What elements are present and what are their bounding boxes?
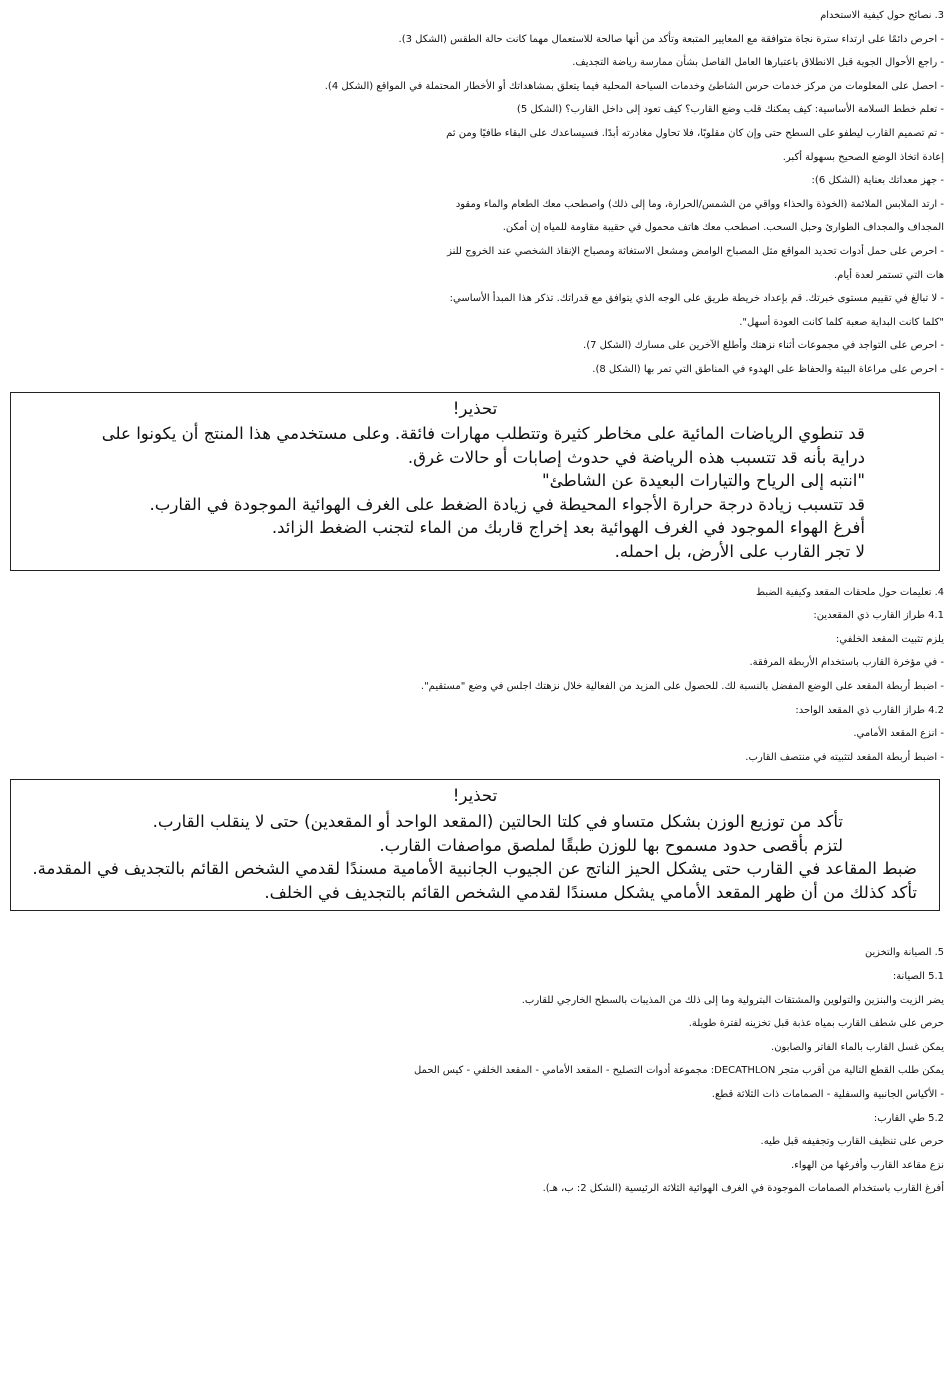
paragraph-line: - راجع الأحوال الجوية قبل الانطلاق باعتبارها العامل الفاصل بشأن ممارسة رياضة التجديف. — [572, 57, 944, 69]
paragraph-line: إعادة اتخاذ الوضع الصحيح بسهولة أكبر. — [782, 151, 944, 163]
paragraph-line: - تعلم خطط السلامة الأساسية: كيف يمكنك قلب وضع القارب؟ كيف تعود إلى داخل القارب؟ (الشكل 5) — [516, 104, 944, 116]
paragraph-line: - تم تصميم القارب ليطفو على السطح حتى وإن كان مقلوبًا، فلا تحاول مغادرته أبدًا. فسيساعدك على البقاء طافيًا ومن ثم — [446, 127, 944, 139]
paragraph-line: - انزع المقعد الأمامي. — [853, 728, 944, 740]
warning-box-safety — [10, 392, 940, 571]
paragraph-line: - احرص على حمل أدوات تحديد المواقع مثل المصباح الوامض ومشعل الاستغاثة ومصباح الإنقاذ الشخصي عند الخروج للنز — [447, 245, 944, 257]
section-maintenance — [6, 941, 944, 1201]
warning-line: تأكد من توزيع الوزن بشكل متساو في كلتا الحالتين (المقعد الواحد أو المقعدين) حتى لا ينقلب القارب. — [152, 812, 843, 831]
paragraph-line: - جهز معداتك بعناية (الشكل 6): — [811, 175, 944, 187]
warning-line: تأكد كذلك من أن ظهر المقعد الأمامي يشكل مسندًا لقدمي الشخص القائم بالتجديف في الخلف. — [264, 882, 917, 902]
warning-line: دراية بأنه قد تتسبب هذه الرياضة في حدوث إصابات أو حالات غرق. — [407, 447, 865, 467]
paragraph-line: - احرص على التواجد في مجموعات أثناء نزهتك وأطلع الآخرين على مسارك (الشكل 7). — [583, 340, 944, 352]
warning-line: ضبط المقاعد في القارب حتى يشكل الحيز الناتج عن الجيوب الجانبية الأمامية مسندًا لقدمي الشخص القائم بالتجديف في المقدمة. — [32, 859, 917, 879]
warning-line: قد تتسبب زيادة درجة حرارة الأجواء المحيطة في زيادة الضغط على الغرف الهوائية الموجودة في القارب. — [149, 494, 865, 514]
warning-line: أفرغ الهواء الموجود في الغرف الهوائية بعد إخراج قاربك من الماء لتجنب الضغط الزائد. — [271, 518, 865, 538]
manual-page — [6, 4, 944, 1201]
paragraph-line: - احرص دائمًا على ارتداء سترة نجاة متوافقة مع المعايير المتبعة وتأكد من أنها صالحة للاستعمال مهما كانت حالة الطقس (الشكل 3). — [398, 33, 944, 45]
warning-title: تحذير! — [452, 398, 498, 418]
subsection-heading: 5.2 طي القارب: — [873, 1112, 944, 1124]
warning-line: قد تنطوي الرياضات المائية على مخاطر كثيرة وتتطلب مهارات فائقة. وعلى مستخدمي هذا المنتج أن يكونوا على — [101, 424, 865, 444]
paragraph-line: - احرص على مراعاة البيئة والحفاظ على الهدوء في المناطق التي تمر بها (الشكل 8). — [592, 363, 944, 375]
warning-title: تحذير! — [452, 786, 498, 806]
subsection-heading: 5.1 الصيانة: — [892, 970, 944, 982]
section-heading: 4. تعليمات حول ملحقات المقعد وكيفية الضبط — [756, 586, 944, 598]
paragraph-line: - اضبط أربطة المقعد لتثبيته في منتصف القارب. — [745, 751, 944, 763]
paragraph-line: المجداف والمجداف الطوارئ وحبل السحب. اصطحب معك هاتف محمول في حقيبة مقاومة للمياه إن أمكن. — [502, 222, 944, 234]
paragraph-line: - لا تبالغ في تقييم مستوى خبرتك. قم بإعداد خريطة طريق على الوجه الذي يتوافق مع قدراتك. تذكر هذا المبدأ الأساسي: — [449, 293, 944, 305]
paragraph-line: - اضبط أربطة المقعد على الوضع المفضل بالنسبة لك. للحصول على المزيد من الفعالية خلال نزهتك اجلس في وضع "مستقيم". — [420, 681, 944, 693]
paragraph-line: - الأكياس الجانبية والسفلية - الصمامات ذات الثلاثة قطع. — [711, 1088, 944, 1100]
paragraph-line: أفرغ القارب باستخدام الصمامات الموجودة في الغرف الهوائية الثلاثة الرئيسية (الشكل 2: ب، هـ). — [542, 1183, 944, 1195]
paragraph-line: يضر الزيت والبنزين والتولوين والمشتقات البترولية وما إلى ذلك من المذيبات بالسطح الخارجي للقارب. — [521, 994, 944, 1006]
paragraph-line: حرص على شطف القارب بمياه عذبة قبل تخزينه لفترة طويلة. — [688, 1018, 944, 1030]
paragraph-line: حرص على تنظيف القارب وتجفيفه قبل طيه. — [760, 1136, 944, 1148]
warning-box-weight — [10, 779, 940, 911]
warning-line: لتزم بأقصى حدود مسموح بها للوزن طبقًا لملصق مواصفات القارب. — [379, 835, 843, 855]
paragraph-line: هات التي تستمر لعدة أيام. — [834, 269, 944, 281]
paragraph-line: - في مؤخرة القارب باستخدام الأربطة المرفقة. — [749, 657, 944, 669]
paragraph-line: "كلما كانت البداية صعبة كلما كانت العودة أسهل". — [739, 316, 944, 328]
paragraph-line: يمكن طلب القطع التالية من أقرب متجر DECATHLON: مجموعة أدوات التصليح - المقعد الأمامي - المقعد الخلفي - كيس الحمل — [413, 1065, 944, 1077]
paragraph-line: يمكن غسل القارب بالماء الفاتر والصابون. — [771, 1041, 944, 1053]
section-seat-instructions — [6, 581, 944, 770]
paragraph-line: - ارتد الملابس الملائمة (الخوذة والحذاء وواقي من الشمس/الحرارة، وما إلى ذلك) واصطحب معك الطعام والماء ومقود — [455, 198, 944, 210]
subsection-heading: 4.2 طراز القارب ذي المقعد الواحد: — [795, 704, 944, 716]
warning-line: "انتبه إلى الرياح والتيارات البعيدة عن الشاطئ" — [542, 471, 865, 491]
section-usage-tips — [6, 4, 944, 382]
subsection-heading: 4.1 طراز القارب ذي المقعدين: — [813, 610, 944, 622]
paragraph-line: - احصل على المعلومات من مركز خدمات حرس الشاطئ وخدمات السياحة المحلية فيما يتعلق بمشاهداتك أو الأخطار المحتملة في المواقع (الشكل 4). — [324, 80, 944, 92]
section-heading: 5. الصيانة والتخزين — [864, 947, 944, 959]
paragraph-line: يلزم تثبيت المقعد الخلفي: — [835, 633, 944, 645]
section-heading: 3. نصائح حول كيفية الاستخدام — [820, 10, 944, 21]
paragraph-line: نزع مقاعد القارب وأفرغها من الهواء. — [790, 1159, 944, 1171]
warning-line: لا تجر القارب على الأرض، بل احمله. — [614, 542, 865, 562]
